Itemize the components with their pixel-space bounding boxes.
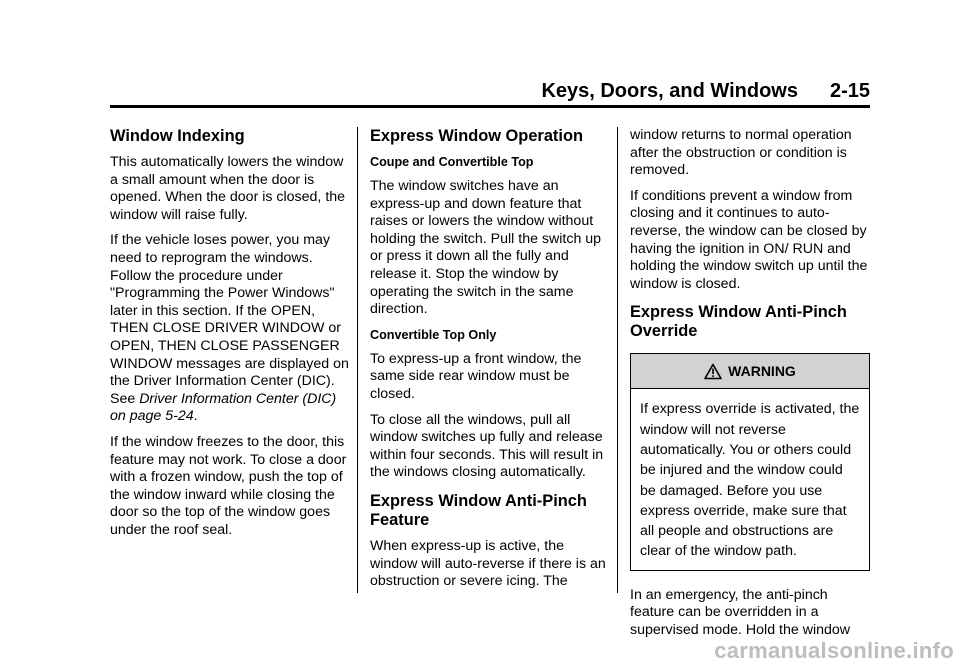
column-1 [110,127,350,547]
page-number: 2-15 [829,80,870,102]
cross-reference-link[interactable]: Driver Information Center (DIC) on page 5-24 [110,390,337,425]
warning-text: If express override is activated, the window will not reverse automatically. You or others could be injured and the window could be damaged. Before you use express override, make sure that all people and obstructions are clear of the window path. [640,401,860,560]
warning-header [631,354,869,389]
paragraph: When express-up is active, the window will auto-reverse if there is an obstruction or severe icing. The [370,537,606,590]
paragraph: If conditions prevent a window from closing and it continues to auto-reverse, the window can be closed by having the ignition in ON/ RUN and holding the window switch up until the window is closed. [630,187,868,292]
watermark: carmanualsonline.info [714,638,954,663]
paragraph-text: If the vehicle loses power, you may need to reprogram the windows. Follow the procedure under "Programming the Power Windows" later in this section. If the OPEN, THEN CLOSE DRIVER WINDOW or OPEN, THEN CLOSE PASSENGER WINDOW messages are displayed on the Driver Information Center (DIC). See [110,232,349,407]
subheading-convertible-top-only: Convertible Top Only [370,327,497,342]
warning-box [630,353,870,570]
subheading-coupe-convertible: Coupe and Convertible Top [370,155,534,169]
page-header [110,80,870,104]
paragraph-end: . [193,408,198,425]
paragraph: If the window freezes to the door, this feature may not work. To close a door with a frozen window, push the top of the window inward while closing the door so the top of the window goes under the roof seal. [110,433,347,538]
paragraph: window returns to normal operation after the obstruction or condition is removed. [630,127,852,179]
heading-express-window-operation: Express Window Operation [370,127,583,145]
heading-anti-pinch-feature: Express Window Anti-Pinch Feature [370,491,587,529]
section-title: Keys, Doors, and Windows [541,80,798,102]
column-2 [370,127,610,599]
column-divider-2 [617,127,618,593]
heading-anti-pinch-override: Express Window Anti-Pinch Override [630,303,847,341]
paragraph: To express-up a front window, the same side rear window must be closed. [370,350,582,402]
column-3 [630,127,870,648]
column-divider-1 [357,127,358,593]
header-rule [110,105,870,108]
paragraph: The window switches have an express-up and down feature that raises or lowers the window without holding the switch. Pull the switch up or press it down all the fully and release it. Stop the window by operating the switch in the same direction. [370,178,602,318]
heading-window-indexing: Window Indexing [110,127,245,145]
paragraph: This automatically lowers the window a small amount when the door is opened. When the door is closed, the window will raise fully. [110,154,346,223]
warning-label: WARNING [728,362,796,379]
paragraph: To close all the windows, pull all window switches up fully and release within four seconds. This will result in the windows closing automatically. [370,411,604,481]
paragraph: In an emergency, the anti-pinch feature can be overridden in a supervised mode. Hold the window [630,586,851,638]
warning-triangle-icon [704,363,722,380]
paragraph [110,232,350,426]
